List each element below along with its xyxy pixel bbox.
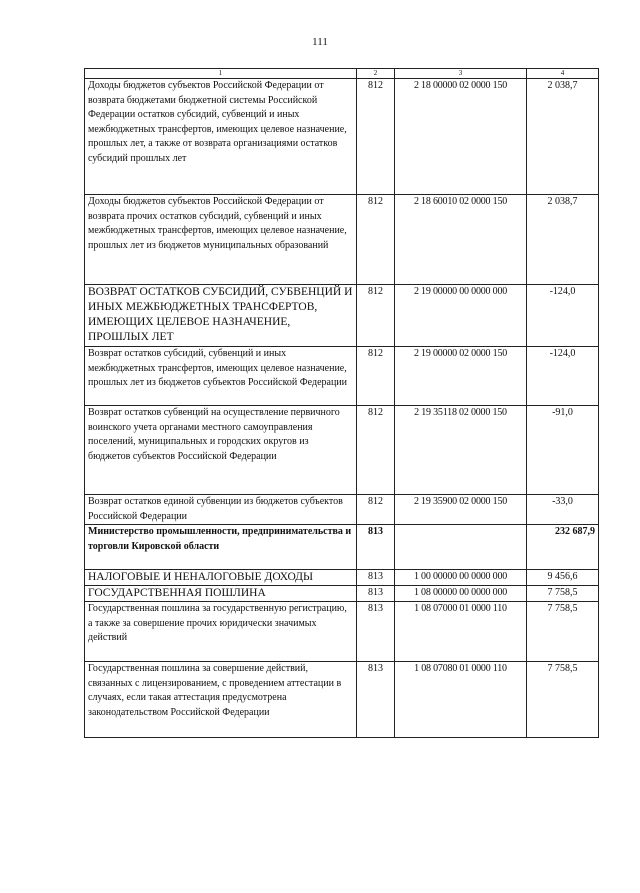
- row-code: 2 18 60010 02 0000 150: [395, 195, 527, 285]
- row-admin: 813: [357, 586, 395, 602]
- table-row: [85, 570, 599, 586]
- table-row: [85, 347, 599, 406]
- row-code: 1 08 00000 00 0000 000: [395, 586, 527, 602]
- revenue-table: [84, 68, 599, 738]
- table-row: [85, 495, 599, 525]
- table-row: [85, 602, 599, 662]
- table-row: [85, 285, 599, 347]
- row-name: Возврат остатков единой субвенции из бюджетов субъектов Российской Федерации: [85, 495, 357, 525]
- row-admin: 813: [357, 525, 395, 570]
- row-name: Возврат остатков субсидий, субвенций и иных межбюджетных трансфертов, имеющих целевое назначение, прошлых лет из бюджетов субъектов Российской Федерации: [85, 347, 357, 406]
- row-name: Государственная пошлина за совершение действий, связанных с лицензированием, с проведением аттестации в случаях, если такая аттестация предусмотрена законодательством Российской Федерации: [85, 662, 357, 738]
- table-row: [85, 525, 599, 570]
- row-admin: 812: [357, 285, 395, 347]
- page-number: 111: [312, 36, 328, 48]
- row-amount: -91,0: [527, 406, 599, 495]
- row-code: [395, 525, 527, 570]
- row-admin: 812: [357, 406, 395, 495]
- row-amount: -124,0: [527, 347, 599, 406]
- row-code: 1 08 07000 01 0000 110: [395, 602, 527, 662]
- row-admin: 813: [357, 662, 395, 738]
- row-amount: 7 758,5: [527, 602, 599, 662]
- row-name: ВОЗВРАТ ОСТАТКОВ СУБСИДИЙ, СУБВЕНЦИЙ И ИНЫХ МЕЖБЮДЖЕТНЫХ ТРАНСФЕРТОВ, ИМЕЮЩИХ ЦЕЛЕВОЕ НАЗНАЧЕНИЕ, ПРОШЛЫХ ЛЕТ: [85, 285, 357, 347]
- row-admin: 812: [357, 347, 395, 406]
- column-header: 3: [395, 69, 527, 79]
- row-code: 2 19 35900 02 0000 150: [395, 495, 527, 525]
- row-admin: 812: [357, 495, 395, 525]
- row-name: Доходы бюджетов субъектов Российской Федерации от возврата прочих остатков субсидий, субвенций и иных межбюджетных трансфертов, имеющих целевое назначение, прошлых лет из бюджетов муниципальных образований: [85, 195, 357, 285]
- row-code: 2 19 00000 02 0000 150: [395, 347, 527, 406]
- column-header: 2: [357, 69, 395, 79]
- row-amount: -124,0: [527, 285, 599, 347]
- row-name: НАЛОГОВЫЕ И НЕНАЛОГОВЫЕ ДОХОДЫ: [85, 570, 357, 586]
- row-code: 1 08 07080 01 0000 110: [395, 662, 527, 738]
- column-header: 1: [85, 69, 357, 79]
- row-admin: 813: [357, 570, 395, 586]
- table-row: [85, 586, 599, 602]
- table-row: [85, 195, 599, 285]
- row-amount: 2 038,7: [527, 195, 599, 285]
- table-row: [85, 406, 599, 495]
- row-code: 1 00 00000 00 0000 000: [395, 570, 527, 586]
- table-header-row: [85, 69, 599, 79]
- row-name: ГОСУДАРСТВЕННАЯ ПОШЛИНА: [85, 586, 357, 602]
- table-row: [85, 79, 599, 195]
- row-name: Государственная пошлина за государственную регистрацию, а также за совершение прочих юридически значимых действий: [85, 602, 357, 662]
- row-admin: 812: [357, 195, 395, 285]
- row-admin: 813: [357, 602, 395, 662]
- row-name: Доходы бюджетов субъектов Российской Федерации от возврата бюджетами бюджетной системы Российской Федерации остатков субсидий, субвенций и иных межбюджетных трансфертов, имеющих целевое назначение, прошлых лет, а также от возврата организациями остатков субсидий прошлых лет: [85, 79, 357, 195]
- column-header: 4: [527, 69, 599, 79]
- row-name: Возврат остатков субвенций на осуществление первичного воинского учета органами местного самоуправления поселений, муниципальных и городских округов из бюджетов субъектов Российской Федерации: [85, 406, 357, 495]
- row-amount: 7 758,5: [527, 662, 599, 738]
- row-amount: -33,0: [527, 495, 599, 525]
- table-row: [85, 662, 599, 738]
- row-name: Министерство промышленности, предпринимательства и торговли Кировской области: [85, 525, 357, 570]
- row-amount: 232 687,9: [527, 525, 599, 570]
- row-amount: 7 758,5: [527, 586, 599, 602]
- row-amount: 2 038,7: [527, 79, 599, 195]
- row-amount: 9 456,6: [527, 570, 599, 586]
- row-code: 2 18 00000 02 0000 150: [395, 79, 527, 195]
- row-code: 2 19 00000 00 0000 000: [395, 285, 527, 347]
- row-code: 2 19 35118 02 0000 150: [395, 406, 527, 495]
- row-admin: 812: [357, 79, 395, 195]
